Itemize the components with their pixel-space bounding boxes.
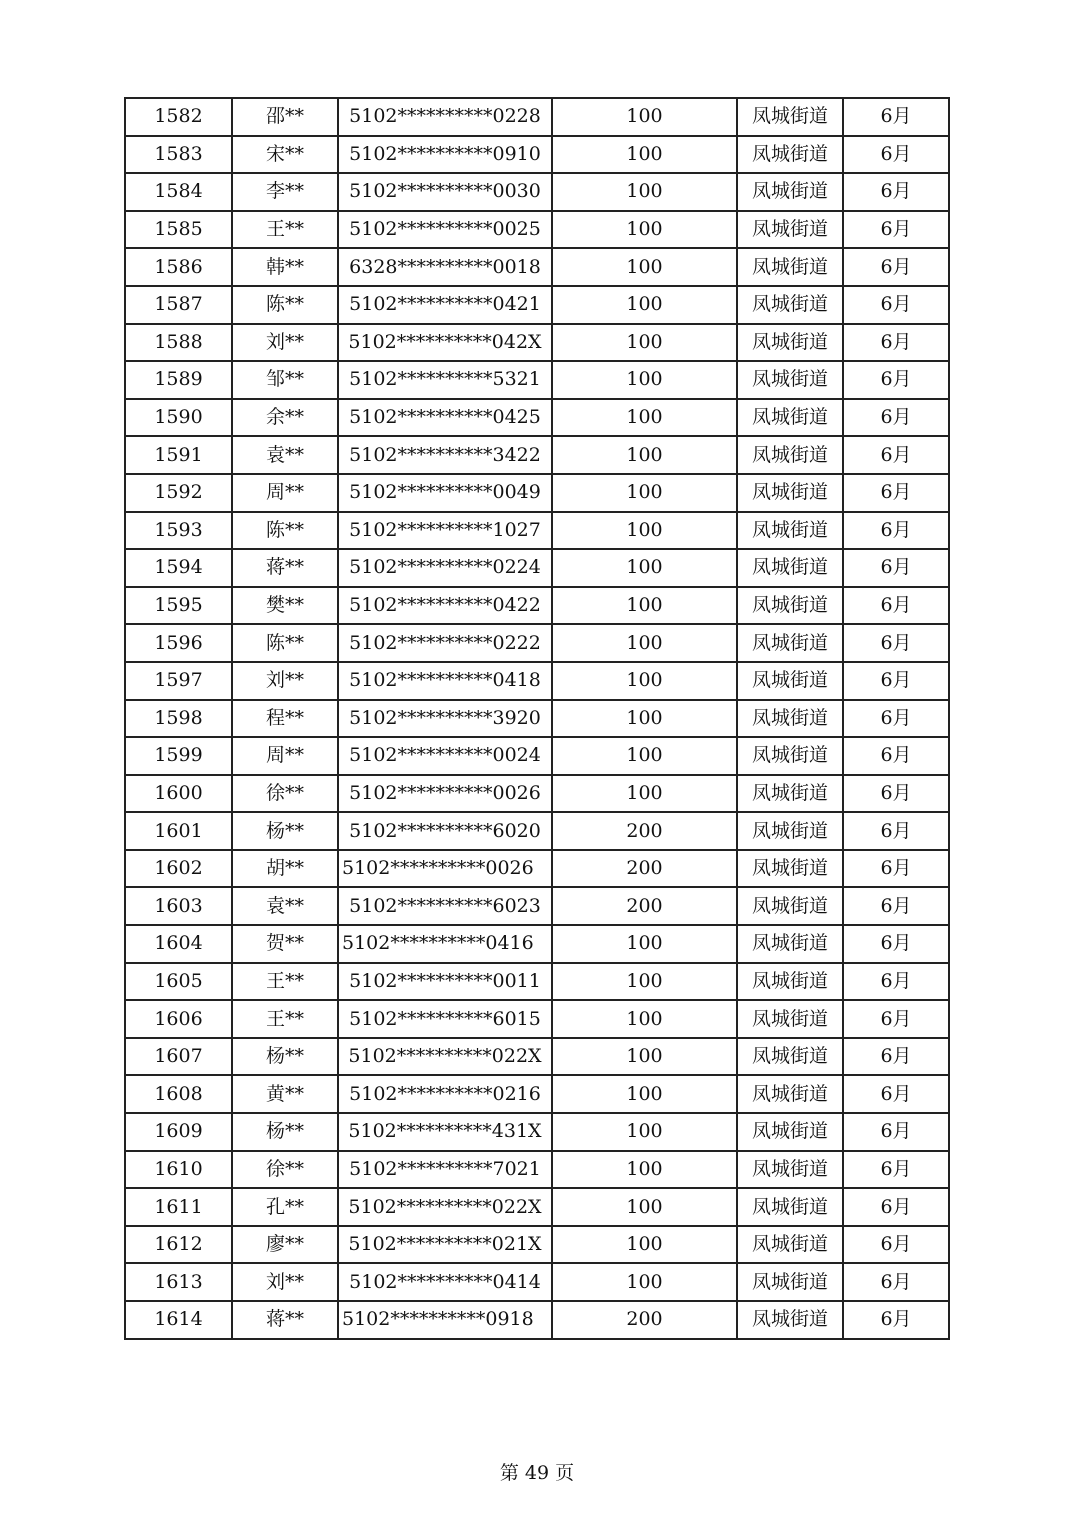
row-number-cell: 1612 <box>125 1226 232 1264</box>
street-cell: 凤城街道 <box>737 98 843 136</box>
id-number-cell: 5102**********3920 <box>338 700 552 738</box>
row-number-cell: 1614 <box>125 1301 232 1339</box>
id-number-cell: 5102**********0025 <box>338 211 552 249</box>
amount-cell: 100 <box>552 1226 737 1264</box>
street-cell: 凤城街道 <box>737 662 843 700</box>
month-cell: 6月 <box>843 1226 949 1264</box>
month-cell: 6月 <box>843 850 949 888</box>
id-number-cell: 5102**********022X <box>338 1188 552 1226</box>
amount-cell: 100 <box>552 700 737 738</box>
table-body <box>125 98 949 1339</box>
month-cell: 6月 <box>843 700 949 738</box>
amount-cell: 100 <box>552 136 737 174</box>
name-cell: 蒋** <box>232 1301 338 1339</box>
row-number-cell: 1596 <box>125 624 232 662</box>
id-number-cell: 5102**********1027 <box>338 512 552 550</box>
street-cell: 凤城街道 <box>737 587 843 625</box>
month-cell: 6月 <box>843 1188 949 1226</box>
table-row <box>125 1113 949 1151</box>
row-number-cell: 1602 <box>125 850 232 888</box>
table-row <box>125 587 949 625</box>
name-cell: 余** <box>232 399 338 437</box>
street-cell: 凤城街道 <box>737 1263 843 1301</box>
table-row <box>125 399 949 437</box>
table-row <box>125 1000 949 1038</box>
table-row <box>125 963 949 1001</box>
row-number-cell: 1591 <box>125 436 232 474</box>
street-cell: 凤城街道 <box>737 1301 843 1339</box>
id-number-cell: 5102**********6020 <box>338 812 552 850</box>
row-number-cell: 1595 <box>125 587 232 625</box>
street-cell: 凤城街道 <box>737 361 843 399</box>
month-cell: 6月 <box>843 887 949 925</box>
row-number-cell: 1593 <box>125 512 232 550</box>
table-row <box>125 1151 949 1189</box>
name-cell: 袁** <box>232 887 338 925</box>
id-number-cell: 5102**********0416 <box>338 925 552 963</box>
month-cell: 6月 <box>843 248 949 286</box>
table-row <box>125 1075 949 1113</box>
amount-cell: 100 <box>552 98 737 136</box>
amount-cell: 100 <box>552 399 737 437</box>
id-number-cell: 5102**********042X <box>338 324 552 362</box>
name-cell: 陈** <box>232 286 338 324</box>
row-number-cell: 1583 <box>125 136 232 174</box>
month-cell: 6月 <box>843 136 949 174</box>
id-number-cell: 5102**********0228 <box>338 98 552 136</box>
table-row <box>125 173 949 211</box>
amount-cell: 100 <box>552 1151 737 1189</box>
amount-cell: 100 <box>552 737 737 775</box>
street-cell: 凤城街道 <box>737 925 843 963</box>
name-cell: 黄** <box>232 1075 338 1113</box>
table-row <box>125 436 949 474</box>
street-cell: 凤城街道 <box>737 700 843 738</box>
row-number-cell: 1589 <box>125 361 232 399</box>
amount-cell: 100 <box>552 286 737 324</box>
street-cell: 凤城街道 <box>737 850 843 888</box>
month-cell: 6月 <box>843 624 949 662</box>
name-cell: 胡** <box>232 850 338 888</box>
name-cell: 韩** <box>232 248 338 286</box>
table-row <box>125 211 949 249</box>
name-cell: 邵** <box>232 98 338 136</box>
amount-cell: 100 <box>552 436 737 474</box>
row-number-cell: 1603 <box>125 887 232 925</box>
id-number-cell: 5102**********0026 <box>338 775 552 813</box>
name-cell: 樊** <box>232 587 338 625</box>
street-cell: 凤城街道 <box>737 1113 843 1151</box>
row-number-cell: 1587 <box>125 286 232 324</box>
row-number-cell: 1606 <box>125 1000 232 1038</box>
table-row <box>125 549 949 587</box>
row-number-cell: 1584 <box>125 173 232 211</box>
name-cell: 李** <box>232 173 338 211</box>
amount-cell: 100 <box>552 324 737 362</box>
month-cell: 6月 <box>843 98 949 136</box>
row-number-cell: 1611 <box>125 1188 232 1226</box>
id-number-cell: 5102**********022X <box>338 1038 552 1076</box>
name-cell: 廖** <box>232 1226 338 1264</box>
amount-cell: 100 <box>552 662 737 700</box>
amount-cell: 200 <box>552 1301 737 1339</box>
name-cell: 宋** <box>232 136 338 174</box>
amount-cell: 100 <box>552 173 737 211</box>
row-number-cell: 1608 <box>125 1075 232 1113</box>
row-number-cell: 1582 <box>125 98 232 136</box>
id-number-cell: 6328**********0018 <box>338 248 552 286</box>
street-cell: 凤城街道 <box>737 324 843 362</box>
id-number-cell: 5102**********7021 <box>338 1151 552 1189</box>
month-cell: 6月 <box>843 812 949 850</box>
name-cell: 贺** <box>232 925 338 963</box>
table-row <box>125 775 949 813</box>
month-cell: 6月 <box>843 361 949 399</box>
month-cell: 6月 <box>843 474 949 512</box>
name-cell: 袁** <box>232 436 338 474</box>
table-row <box>125 850 949 888</box>
row-number-cell: 1588 <box>125 324 232 362</box>
month-cell: 6月 <box>843 737 949 775</box>
table-row <box>125 512 949 550</box>
street-cell: 凤城街道 <box>737 136 843 174</box>
id-number-cell: 5102**********0910 <box>338 136 552 174</box>
id-number-cell: 5102**********6023 <box>338 887 552 925</box>
table-row <box>125 1301 949 1339</box>
amount-cell: 100 <box>552 963 737 1001</box>
table-row <box>125 248 949 286</box>
street-cell: 凤城街道 <box>737 286 843 324</box>
month-cell: 6月 <box>843 925 949 963</box>
amount-cell: 100 <box>552 361 737 399</box>
table-row <box>125 361 949 399</box>
id-number-cell: 5102**********0224 <box>338 549 552 587</box>
month-cell: 6月 <box>843 436 949 474</box>
id-number-cell: 5102**********0011 <box>338 963 552 1001</box>
table-row <box>125 662 949 700</box>
street-cell: 凤城街道 <box>737 1151 843 1189</box>
street-cell: 凤城街道 <box>737 1038 843 1076</box>
street-cell: 凤城街道 <box>737 211 843 249</box>
row-number-cell: 1585 <box>125 211 232 249</box>
id-number-cell: 5102**********0216 <box>338 1075 552 1113</box>
name-cell: 蒋** <box>232 549 338 587</box>
street-cell: 凤城街道 <box>737 1188 843 1226</box>
amount-cell: 100 <box>552 1075 737 1113</box>
street-cell: 凤城街道 <box>737 812 843 850</box>
id-number-cell: 5102**********021X <box>338 1226 552 1264</box>
name-cell: 周** <box>232 737 338 775</box>
row-number-cell: 1610 <box>125 1151 232 1189</box>
row-number-cell: 1599 <box>125 737 232 775</box>
subsidy-table <box>124 97 950 1340</box>
street-cell: 凤城街道 <box>737 963 843 1001</box>
month-cell: 6月 <box>843 1038 949 1076</box>
name-cell: 王** <box>232 211 338 249</box>
street-cell: 凤城街道 <box>737 549 843 587</box>
id-number-cell: 5102**********0026 <box>338 850 552 888</box>
name-cell: 王** <box>232 1000 338 1038</box>
amount-cell: 100 <box>552 624 737 662</box>
row-number-cell: 1605 <box>125 963 232 1001</box>
name-cell: 陈** <box>232 624 338 662</box>
name-cell: 王** <box>232 963 338 1001</box>
street-cell: 凤城街道 <box>737 737 843 775</box>
name-cell: 邹** <box>232 361 338 399</box>
name-cell: 周** <box>232 474 338 512</box>
street-cell: 凤城街道 <box>737 1226 843 1264</box>
table-row <box>125 812 949 850</box>
month-cell: 6月 <box>843 1000 949 1038</box>
name-cell: 徐** <box>232 775 338 813</box>
id-number-cell: 5102**********0030 <box>338 173 552 211</box>
id-number-cell: 5102**********0049 <box>338 474 552 512</box>
id-number-cell: 5102**********3422 <box>338 436 552 474</box>
row-number-cell: 1594 <box>125 549 232 587</box>
table-row <box>125 700 949 738</box>
street-cell: 凤城街道 <box>737 887 843 925</box>
month-cell: 6月 <box>843 211 949 249</box>
row-number-cell: 1601 <box>125 812 232 850</box>
amount-cell: 200 <box>552 887 737 925</box>
month-cell: 6月 <box>843 662 949 700</box>
table-row <box>125 286 949 324</box>
amount-cell: 100 <box>552 211 737 249</box>
table-row <box>125 624 949 662</box>
id-number-cell: 5102**********6015 <box>338 1000 552 1038</box>
month-cell: 6月 <box>843 512 949 550</box>
name-cell: 杨** <box>232 812 338 850</box>
id-number-cell: 5102**********0414 <box>338 1263 552 1301</box>
id-number-cell: 5102**********0421 <box>338 286 552 324</box>
id-number-cell: 5102**********0024 <box>338 737 552 775</box>
name-cell: 刘** <box>232 324 338 362</box>
table-row <box>125 136 949 174</box>
row-number-cell: 1586 <box>125 248 232 286</box>
table-row <box>125 925 949 963</box>
row-number-cell: 1604 <box>125 925 232 963</box>
id-number-cell: 5102**********0418 <box>338 662 552 700</box>
street-cell: 凤城街道 <box>737 1075 843 1113</box>
amount-cell: 100 <box>552 474 737 512</box>
amount-cell: 100 <box>552 1113 737 1151</box>
amount-cell: 100 <box>552 925 737 963</box>
id-number-cell: 5102**********0918 <box>338 1301 552 1339</box>
row-number-cell: 1609 <box>125 1113 232 1151</box>
table-row <box>125 1188 949 1226</box>
id-number-cell: 5102**********431X <box>338 1113 552 1151</box>
name-cell: 孔** <box>232 1188 338 1226</box>
amount-cell: 100 <box>552 587 737 625</box>
table-row <box>125 474 949 512</box>
month-cell: 6月 <box>843 324 949 362</box>
table-row <box>125 1263 949 1301</box>
amount-cell: 100 <box>552 1000 737 1038</box>
month-cell: 6月 <box>843 399 949 437</box>
table-row <box>125 1038 949 1076</box>
name-cell: 刘** <box>232 1263 338 1301</box>
amount-cell: 100 <box>552 1263 737 1301</box>
month-cell: 6月 <box>843 286 949 324</box>
row-number-cell: 1607 <box>125 1038 232 1076</box>
name-cell: 陈** <box>232 512 338 550</box>
month-cell: 6月 <box>843 775 949 813</box>
amount-cell: 100 <box>552 1038 737 1076</box>
row-number-cell: 1613 <box>125 1263 232 1301</box>
table-row <box>125 1226 949 1264</box>
street-cell: 凤城街道 <box>737 436 843 474</box>
name-cell: 徐** <box>232 1151 338 1189</box>
month-cell: 6月 <box>843 173 949 211</box>
month-cell: 6月 <box>843 1075 949 1113</box>
name-cell: 程** <box>232 700 338 738</box>
street-cell: 凤城街道 <box>737 624 843 662</box>
id-number-cell: 5102**********5321 <box>338 361 552 399</box>
month-cell: 6月 <box>843 587 949 625</box>
table-row <box>125 98 949 136</box>
month-cell: 6月 <box>843 1301 949 1339</box>
month-cell: 6月 <box>843 549 949 587</box>
month-cell: 6月 <box>843 1263 949 1301</box>
month-cell: 6月 <box>843 1113 949 1151</box>
month-cell: 6月 <box>843 1151 949 1189</box>
row-number-cell: 1598 <box>125 700 232 738</box>
street-cell: 凤城街道 <box>737 399 843 437</box>
street-cell: 凤城街道 <box>737 775 843 813</box>
amount-cell: 100 <box>552 775 737 813</box>
table-row <box>125 324 949 362</box>
row-number-cell: 1600 <box>125 775 232 813</box>
amount-cell: 100 <box>552 248 737 286</box>
amount-cell: 100 <box>552 1188 737 1226</box>
table-row <box>125 737 949 775</box>
row-number-cell: 1590 <box>125 399 232 437</box>
row-number-cell: 1597 <box>125 662 232 700</box>
name-cell: 杨** <box>232 1113 338 1151</box>
id-number-cell: 5102**********0222 <box>338 624 552 662</box>
amount-cell: 200 <box>552 812 737 850</box>
amount-cell: 100 <box>552 549 737 587</box>
table-row <box>125 887 949 925</box>
street-cell: 凤城街道 <box>737 248 843 286</box>
street-cell: 凤城街道 <box>737 474 843 512</box>
page-number: 第 49 页 <box>499 1462 575 1484</box>
amount-cell: 200 <box>552 850 737 888</box>
name-cell: 杨** <box>232 1038 338 1076</box>
month-cell: 6月 <box>843 963 949 1001</box>
amount-cell: 100 <box>552 512 737 550</box>
name-cell: 刘** <box>232 662 338 700</box>
id-number-cell: 5102**********0422 <box>338 587 552 625</box>
street-cell: 凤城街道 <box>737 1000 843 1038</box>
street-cell: 凤城街道 <box>737 512 843 550</box>
id-number-cell: 5102**********0425 <box>338 399 552 437</box>
row-number-cell: 1592 <box>125 474 232 512</box>
street-cell: 凤城街道 <box>737 173 843 211</box>
